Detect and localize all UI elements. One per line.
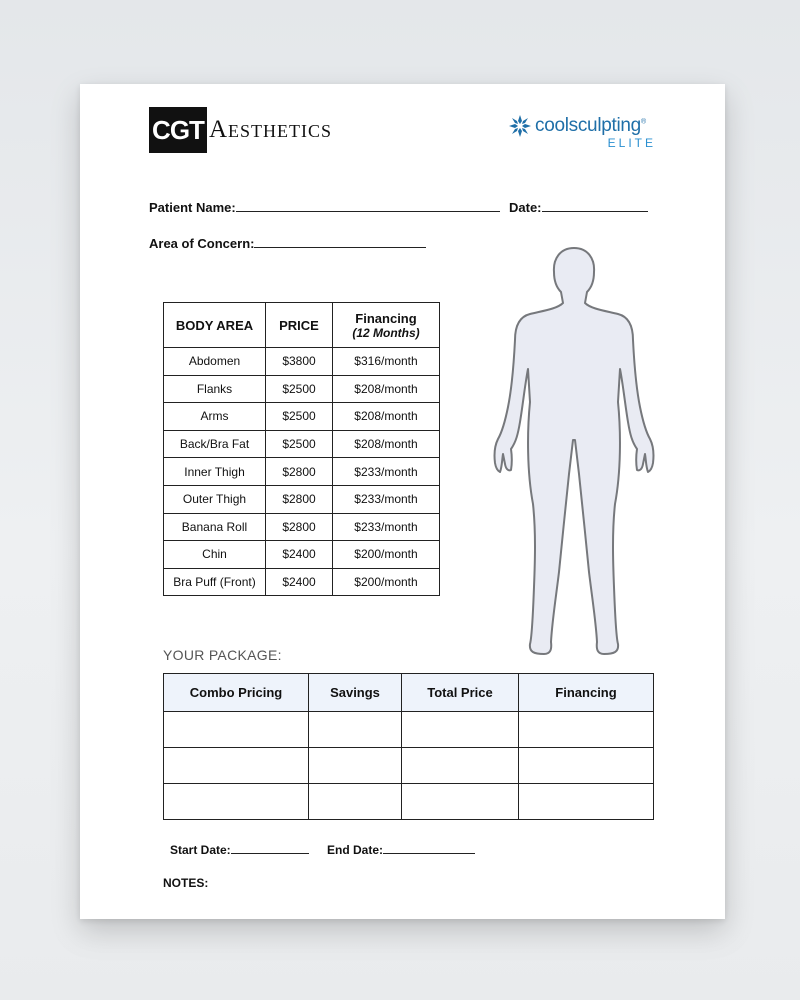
table-row[interactable] [164,712,654,748]
notes-label: NOTES: [163,876,209,890]
date-field[interactable] [509,199,648,215]
end-date-field[interactable] [327,841,475,857]
date-label: Date: [509,200,542,215]
cgt-logo-word: Aesthetics [209,116,333,143]
elite-label: ELITE [607,136,656,150]
patient-name-label: Patient Name: [149,200,236,215]
table-row: Inner Thigh $2800 $233/month [164,458,440,486]
cgt-aesthetics-logo [149,107,332,153]
savings-cell[interactable] [309,748,402,784]
header-financing: Financing (12 Months) [333,303,440,348]
coolsculpting-word: coolsculpting® [535,115,646,136]
patient-name-field[interactable] [149,199,500,215]
table-row: Arms $2500 $208/month [164,403,440,431]
savings-cell[interactable] [309,784,402,820]
end-date-line[interactable] [383,841,475,854]
intake-form-sheet [80,84,725,919]
date-line[interactable] [542,199,648,212]
coolsculpting-elite-logo [508,114,658,150]
header-savings: Savings [309,674,402,712]
package-table[interactable] [163,673,654,820]
header-combo-pricing: Combo Pricing [164,674,309,712]
table-row: Back/Bra Fat $2500 $208/month [164,430,440,458]
package-title: YOUR PACKAGE: [163,647,282,663]
combo-cell[interactable] [164,748,309,784]
table-row: Bra Puff (Front) $2400 $200/month [164,568,440,596]
table-row: Outer Thigh $2800 $233/month [164,485,440,513]
table-row: Abdomen $3800 $316/month [164,348,440,376]
combo-cell[interactable] [164,712,309,748]
start-date-field[interactable] [170,841,309,857]
body-outline-diagram[interactable] [490,242,658,658]
table-row: Flanks $2500 $208/month [164,375,440,403]
financing-cell[interactable] [519,784,654,820]
total-cell[interactable] [402,712,519,748]
total-cell[interactable] [402,784,519,820]
end-date-label: End Date: [327,843,384,857]
area-of-concern-label: Area of Concern: [149,236,255,251]
area-of-concern-field[interactable] [149,235,426,251]
savings-cell[interactable] [309,712,402,748]
header-package-financing: Financing [519,674,654,712]
start-date-label: Start Date: [170,843,231,857]
price-table [163,302,440,596]
table-row[interactable] [164,784,654,820]
area-of-concern-line[interactable] [254,235,426,248]
patient-name-line[interactable] [236,199,500,212]
start-date-line[interactable] [231,841,309,854]
header-total-price: Total Price [402,674,519,712]
cgt-logo-box: CGT [149,107,207,153]
table-row: Chin $2400 $200/month [164,541,440,569]
snowflake-icon [508,114,532,138]
table-row: Banana Roll $2800 $233/month [164,513,440,541]
table-row[interactable] [164,748,654,784]
combo-cell[interactable] [164,784,309,820]
financing-cell[interactable] [519,748,654,784]
financing-cell[interactable] [519,712,654,748]
header-price: PRICE [266,303,333,348]
total-cell[interactable] [402,748,519,784]
header-body-area: BODY AREA [164,303,266,348]
